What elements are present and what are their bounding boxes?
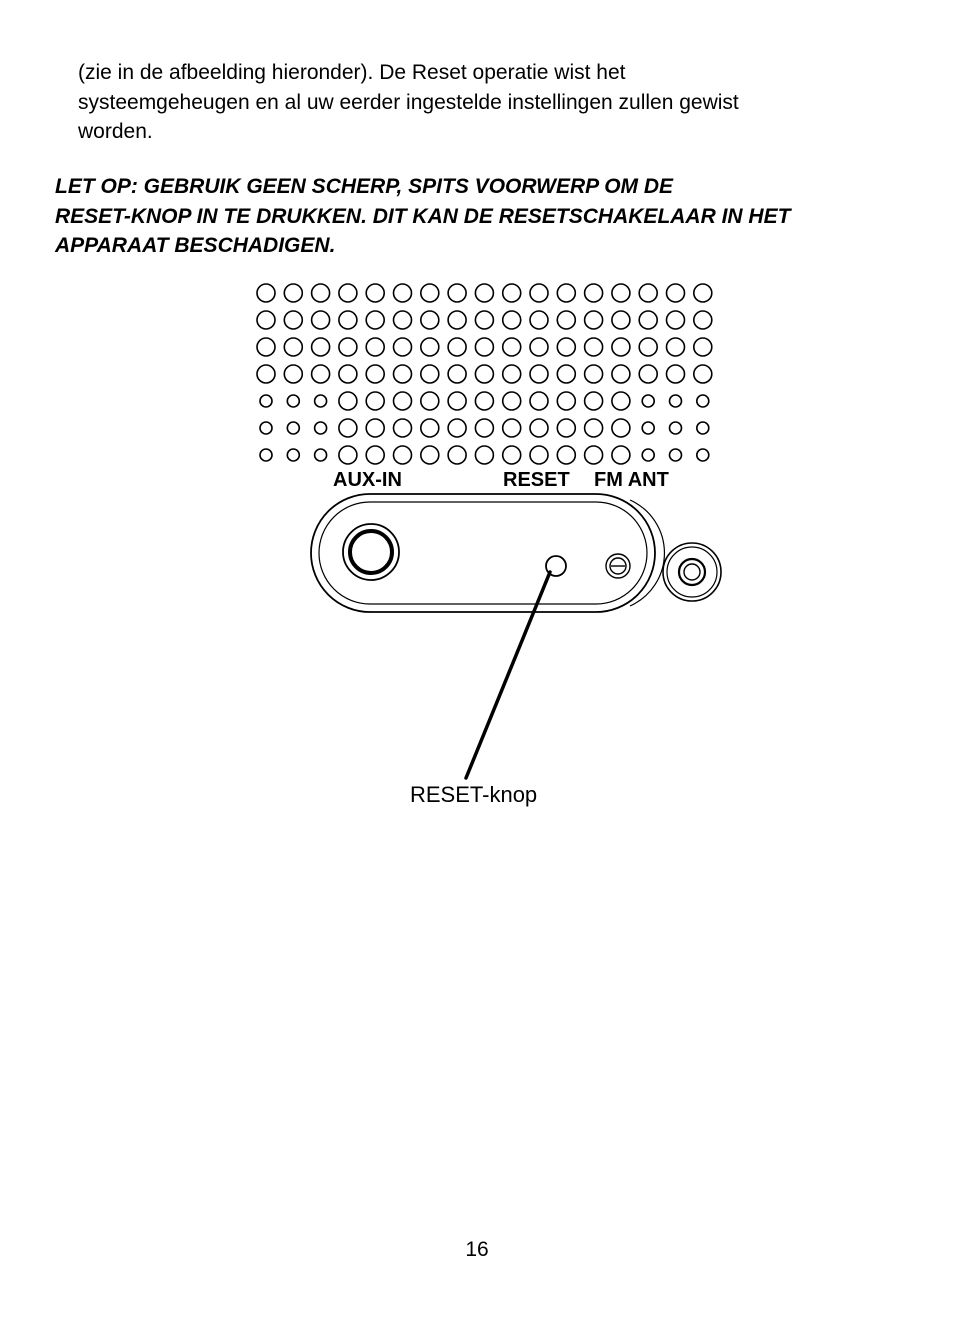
grille-hole (694, 365, 712, 383)
grille-hole (530, 338, 548, 356)
grille-hole (260, 395, 272, 407)
grille-hole (312, 338, 330, 356)
grille-hole (339, 311, 357, 329)
grille-hole (557, 446, 575, 464)
grille-hole (339, 284, 357, 302)
grille-hole (421, 338, 439, 356)
grille-hole (503, 338, 521, 356)
grille-hole (642, 395, 654, 407)
grille-hole (315, 395, 327, 407)
grille-hole (312, 284, 330, 302)
grille-hole (503, 311, 521, 329)
grille-hole (530, 392, 548, 410)
grille-hole (448, 446, 466, 464)
grille-hole (257, 365, 275, 383)
grille-hole (530, 419, 548, 437)
grille-hole (421, 392, 439, 410)
grille-hole (339, 365, 357, 383)
grille-hole (585, 311, 603, 329)
grille-hole (366, 311, 384, 329)
grille-hole (557, 392, 575, 410)
grille-hole (639, 311, 657, 329)
grille-hole (394, 446, 412, 464)
grille-hole (366, 365, 384, 383)
grille-hole (667, 284, 685, 302)
grille-hole (421, 365, 439, 383)
grille-hole (421, 311, 439, 329)
grille-hole (667, 311, 685, 329)
grille-hole (257, 311, 275, 329)
grille-hole (312, 311, 330, 329)
grille-hole (670, 395, 682, 407)
grille-hole (475, 419, 493, 437)
grille-hole (284, 338, 302, 356)
reset-label: RESET (503, 469, 570, 491)
grille-hole (585, 338, 603, 356)
grille-hole (366, 419, 384, 437)
grille-hole (694, 311, 712, 329)
grille-hole (339, 392, 357, 410)
grille-hole (448, 284, 466, 302)
grille-hole (642, 449, 654, 461)
grille-hole (260, 422, 272, 434)
paragraph-line: worden. (78, 120, 153, 143)
grille-hole (612, 419, 630, 437)
grille-hole (475, 311, 493, 329)
grille-hole (503, 365, 521, 383)
grille-hole (339, 419, 357, 437)
grille-hole (475, 392, 493, 410)
grille-hole (284, 284, 302, 302)
grille-hole (287, 449, 299, 461)
grille-hole (287, 422, 299, 434)
grille-hole (503, 392, 521, 410)
grille-hole (394, 419, 412, 437)
grille-hole (315, 449, 327, 461)
grille-hole (642, 422, 654, 434)
grille-hole (697, 395, 709, 407)
grille-hole (260, 449, 272, 461)
grille-hole (503, 284, 521, 302)
grille-hole (394, 365, 412, 383)
reset-knop-callout: RESET-knop (410, 782, 538, 807)
grille-hole (339, 338, 357, 356)
paragraph-line: systeemgeheugen en al uw eerder ingestelde instellingen zullen gewist (78, 90, 739, 114)
grille-hole (503, 446, 521, 464)
fm-antenna-connector (663, 543, 721, 601)
grille-hole (366, 284, 384, 302)
grille-hole (284, 365, 302, 383)
grille-hole (639, 338, 657, 356)
grille-hole (448, 338, 466, 356)
grille-hole (694, 338, 712, 356)
grille-hole (557, 338, 575, 356)
grille-hole (448, 311, 466, 329)
grille-hole (448, 419, 466, 437)
device-back-panel-figure (0, 270, 954, 830)
grille-hole (448, 392, 466, 410)
grille-hole (421, 284, 439, 302)
aux-in-label: AUX-IN (333, 469, 402, 491)
grille-hole (475, 284, 493, 302)
grille-hole (557, 284, 575, 302)
grille-hole (394, 392, 412, 410)
grille-hole (448, 365, 466, 383)
grille-hole (585, 365, 603, 383)
grille-hole (612, 365, 630, 383)
grille-hole (421, 419, 439, 437)
reset-callout-line (466, 572, 550, 778)
grille-hole (530, 446, 548, 464)
grille-hole (697, 422, 709, 434)
grille-hole (366, 392, 384, 410)
grille-hole (339, 446, 357, 464)
speaker-grille (257, 284, 712, 464)
grille-hole (639, 284, 657, 302)
grille-hole (612, 284, 630, 302)
grille-hole (612, 338, 630, 356)
grille-hole (612, 392, 630, 410)
grille-hole (257, 284, 275, 302)
panel-screw (606, 554, 630, 578)
intro-paragraph (78, 58, 898, 147)
grille-hole (612, 446, 630, 464)
grille-hole (639, 365, 657, 383)
grille-hole (475, 338, 493, 356)
fm-ant-label: FM ANT (594, 469, 669, 491)
warning-line: LET OP: GEBRUIK GEEN SCHERP, SPITS VOORWERP OM DE (55, 175, 674, 198)
grille-hole (394, 311, 412, 329)
grille-hole (530, 284, 548, 302)
grille-hole (530, 365, 548, 383)
page-number: 16 (465, 1238, 489, 1261)
paragraph-line: (zie in de afbeelding hieronder). De Reset operatie wist het (78, 61, 626, 84)
grille-hole (612, 311, 630, 329)
grille-hole (366, 338, 384, 356)
grille-hole (315, 422, 327, 434)
grille-hole (530, 311, 548, 329)
grille-hole (585, 392, 603, 410)
grille-hole (585, 419, 603, 437)
grille-hole (667, 338, 685, 356)
grille-hole (394, 284, 412, 302)
grille-hole (694, 284, 712, 302)
grille-hole (475, 365, 493, 383)
grille-hole (670, 449, 682, 461)
grille-hole (366, 446, 384, 464)
connector-panel (311, 494, 664, 612)
grille-hole (257, 338, 275, 356)
grille-hole (475, 446, 493, 464)
grille-hole (585, 284, 603, 302)
grille-hole (421, 446, 439, 464)
grille-hole (557, 365, 575, 383)
aux-in-jack (343, 524, 399, 580)
grille-hole (557, 419, 575, 437)
grille-hole (667, 365, 685, 383)
warning-line: APPARAAT BESCHADIGEN. (55, 234, 336, 257)
grille-hole (503, 419, 521, 437)
grille-hole (394, 338, 412, 356)
grille-hole (557, 311, 575, 329)
grille-hole (312, 365, 330, 383)
grille-hole (670, 422, 682, 434)
grille-hole (284, 311, 302, 329)
grille-hole (697, 449, 709, 461)
grille-hole (585, 446, 603, 464)
warning-line: RESET-KNOP IN TE DRUKKEN. DIT KAN DE RESETSCHAKELAAR IN HET (55, 204, 791, 228)
warning-notice (55, 172, 925, 261)
grille-hole (287, 395, 299, 407)
